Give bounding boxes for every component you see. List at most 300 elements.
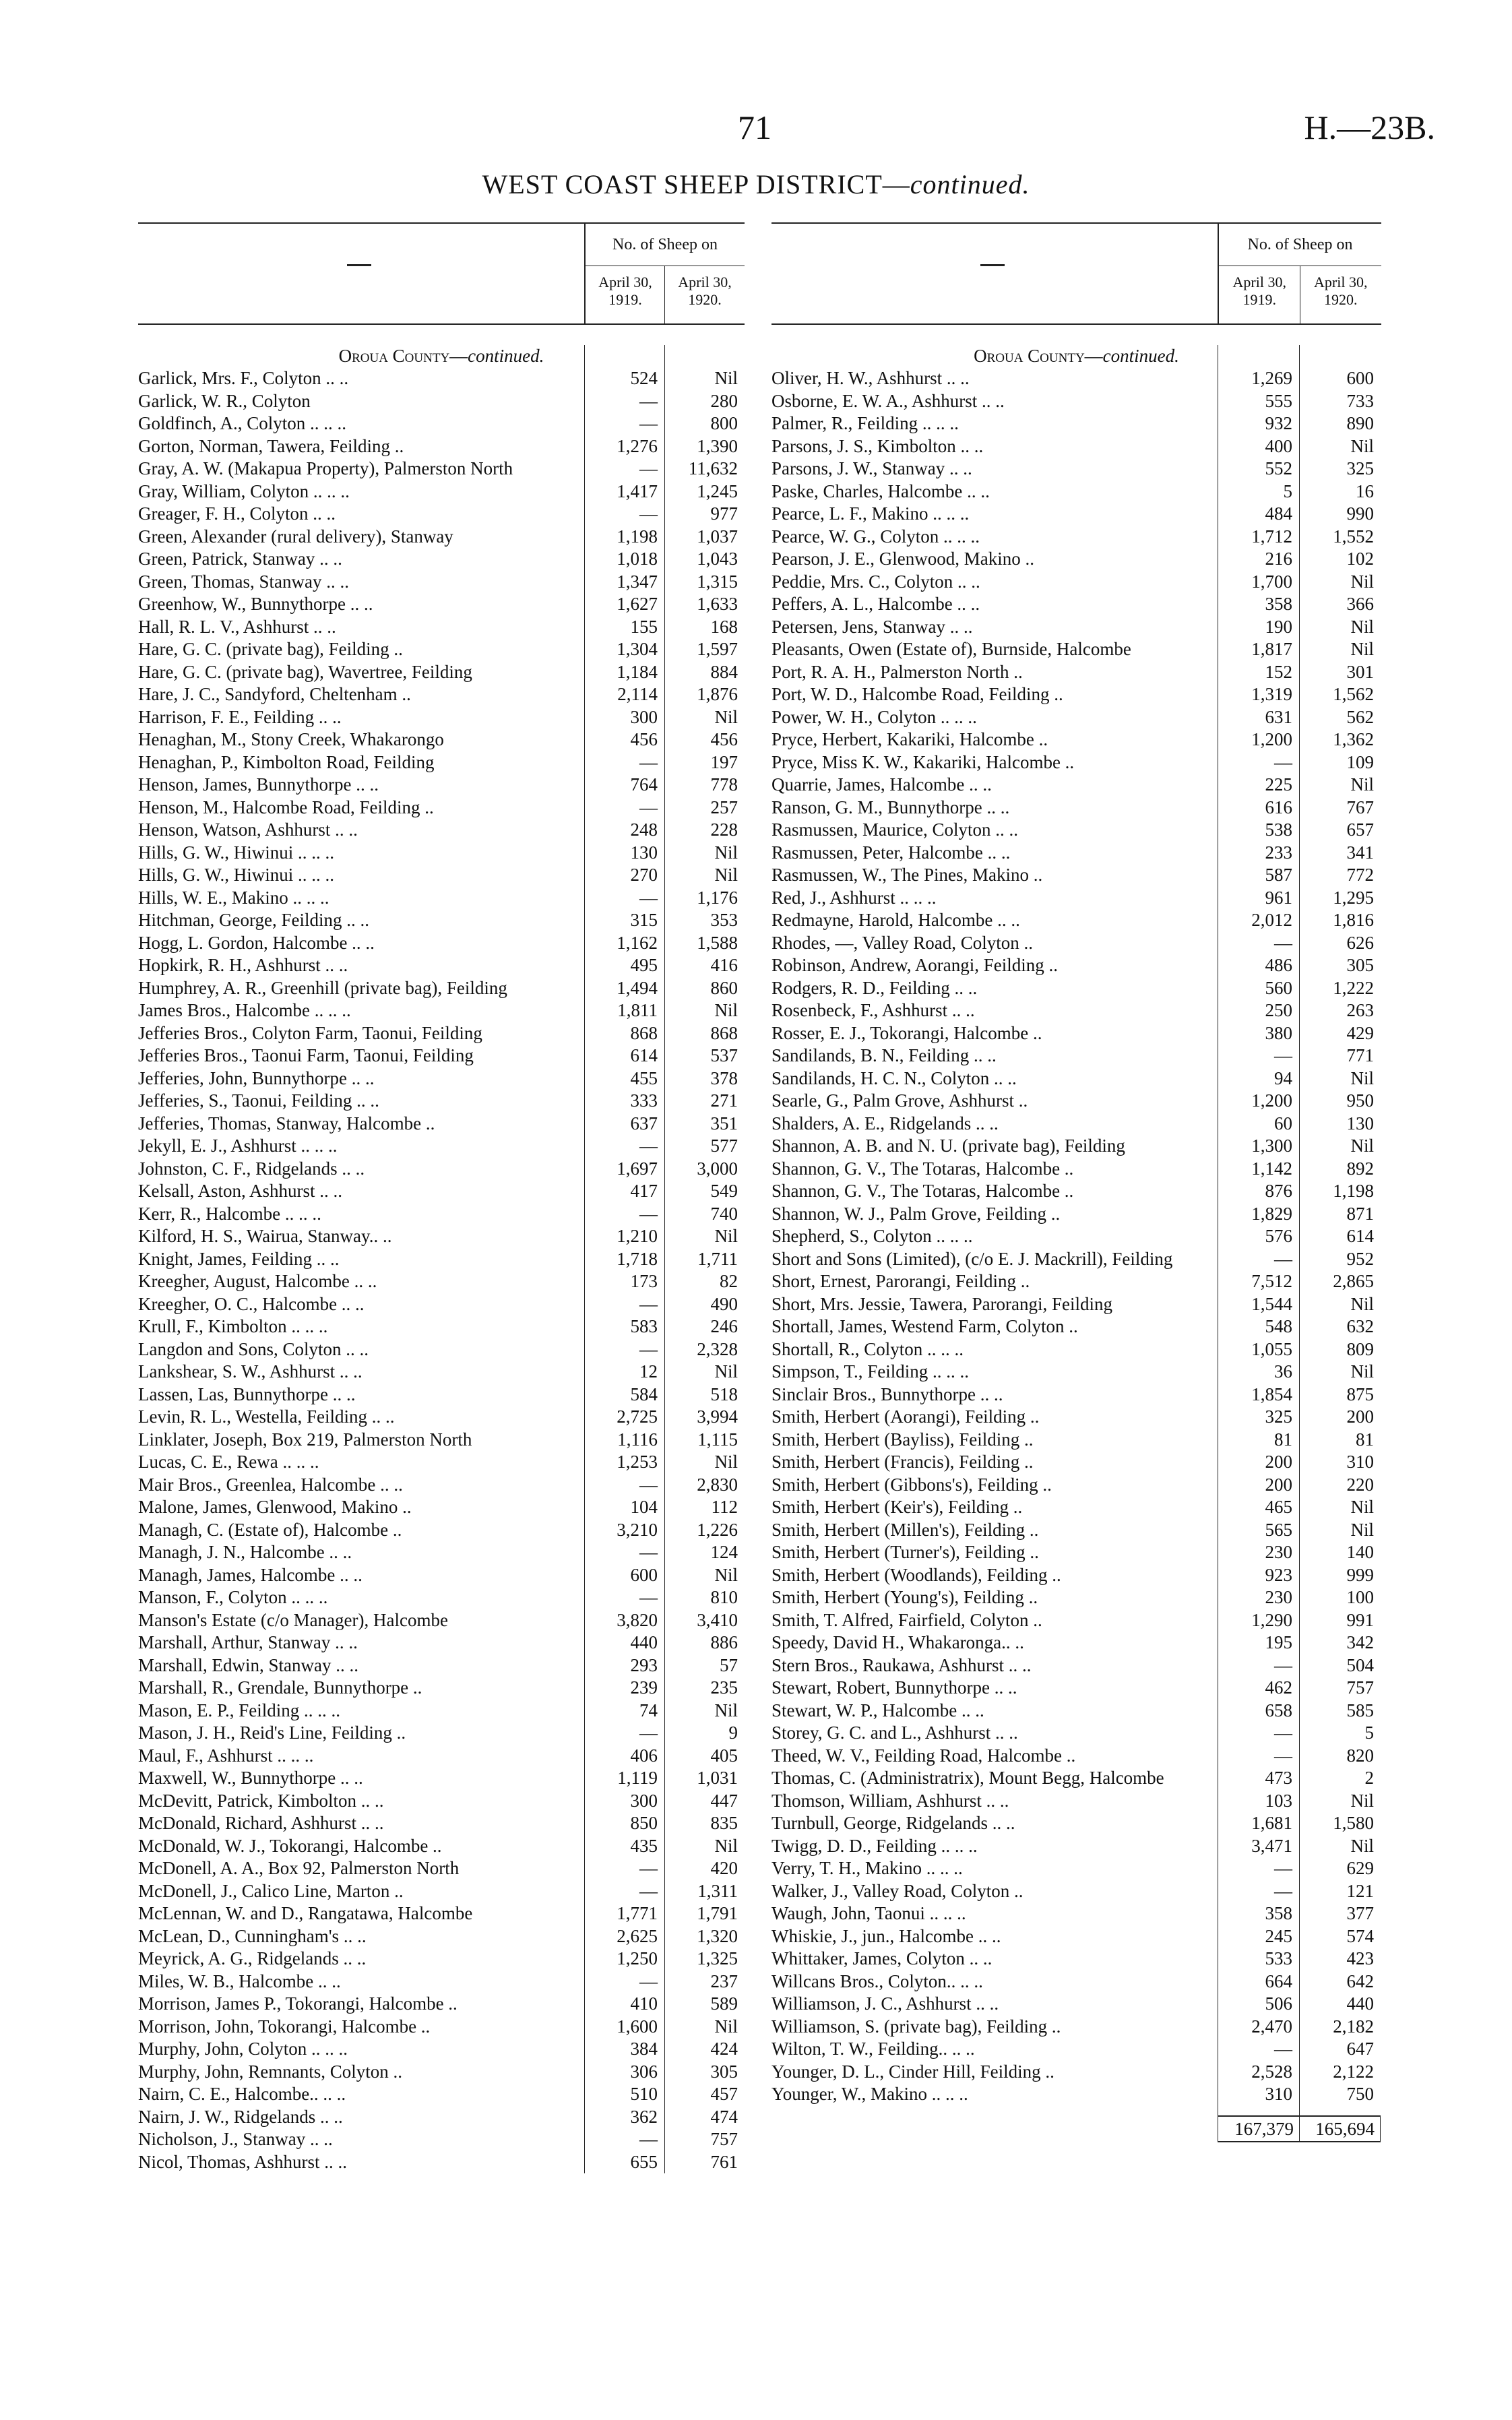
- sheep-1920: 228: [710, 819, 738, 840]
- owner-name: Smith, Herbert (Francis), Feilding ..: [771, 1452, 1034, 1472]
- table-row: [138, 1790, 745, 1813]
- table-row: [771, 751, 1381, 774]
- sheep-1920: Nil: [714, 1700, 738, 1720]
- sheep-1920: 140: [1346, 1542, 1374, 1562]
- owner-name: Murphy, John, Colyton .. .. ..: [138, 2039, 348, 2059]
- sheep-1920: 57: [720, 1654, 738, 1675]
- sheep-1920: 800: [710, 413, 738, 433]
- year-1920-header: April 30, 1920.: [1300, 266, 1382, 323]
- owner-name: Waugh, John, Taonui .. .. ..: [771, 1903, 966, 1923]
- sheep-1920: 341: [1346, 842, 1374, 863]
- sheep-1919: 230: [1265, 1587, 1292, 1607]
- owner-name: McLean, D., Cunningham's .. ..: [138, 1925, 367, 1946]
- table-row: [771, 1925, 1381, 1948]
- sheep-1920: 1,198: [1333, 1181, 1374, 1201]
- sheep-1920: Nil: [714, 1564, 738, 1585]
- sheep-1919: 3,820: [617, 1609, 658, 1630]
- sheep-1920: 1,037: [697, 526, 738, 547]
- table-row: [771, 2061, 1381, 2084]
- page-number: 71: [738, 108, 771, 146]
- sheep-1920: 112: [711, 1497, 738, 1517]
- owner-name: Sandilands, H. C. N., Colyton .. ..: [771, 1067, 1017, 1088]
- sheep-1920: 1,562: [1333, 684, 1374, 704]
- sheep-1919: 2,470: [1251, 2016, 1292, 2037]
- table-row: [138, 706, 745, 729]
- sheep-1919: 658: [1265, 1700, 1292, 1720]
- table-row: [771, 1361, 1381, 1384]
- sheep-1920: 977: [710, 503, 738, 524]
- table-row: [138, 2038, 745, 2061]
- owner-name: Jekyll, E. J., Ashhurst .. .. ..: [138, 1136, 338, 1156]
- sheep-1919: —: [639, 1203, 658, 1224]
- owner-name: Hills, G. W., Hiwinui .. .. ..: [138, 865, 335, 885]
- sheep-1919: 248: [630, 819, 658, 840]
- owner-name: Hare, G. C. (private bag), Wavertree, Feilding: [138, 661, 472, 682]
- year-1919-header: April 30, 1919.: [598, 274, 652, 308]
- owner-name: Port, R. A. H., Palmerston North ..: [771, 661, 1023, 682]
- table-row: [138, 1835, 745, 1858]
- sheep-1920: 474: [710, 2106, 738, 2127]
- sheep-1919: 81: [1274, 1429, 1292, 1450]
- sheep-1920: 626: [1346, 932, 1374, 953]
- sheep-1920: 100: [1346, 1587, 1374, 1607]
- owner-name: Krull, F., Kimbolton .. .. ..: [138, 1316, 328, 1336]
- table-row: [771, 1902, 1381, 1925]
- sheep-1919: 565: [1265, 1519, 1292, 1540]
- sheep-1919: 406: [630, 1745, 658, 1766]
- sheep-1919: 3,210: [617, 1519, 658, 1540]
- sheep-1920: 429: [1346, 1022, 1374, 1043]
- owner-name: Oliver, H. W., Ashhurst .. ..: [771, 368, 970, 388]
- sheep-1919: 1,712: [1251, 526, 1292, 547]
- table-row: [138, 2128, 745, 2151]
- sheep-1920: Nil: [1350, 639, 1374, 659]
- table-row: [138, 1090, 745, 1113]
- table-row: [771, 2016, 1381, 2039]
- sheep-1919: 495: [630, 955, 658, 975]
- table-row: [138, 819, 745, 842]
- sheep-1920: 886: [710, 1632, 738, 1652]
- owner-name: Manson's Estate (c/o Manager), Halcombe: [138, 1609, 448, 1630]
- table-row: [771, 526, 1381, 549]
- sheep-1919: 94: [1274, 1067, 1292, 1088]
- sheep-1919: —: [639, 797, 658, 817]
- owner-name: Smith, Herbert (Gibbons's), Feilding ..: [771, 1474, 1052, 1495]
- owner-name: Gray, William, Colyton .. .. ..: [138, 480, 350, 501]
- owner-name: Hitchman, George, Feilding .. ..: [138, 910, 369, 930]
- owner-name: Verry, T. H., Makino .. .. ..: [771, 1858, 963, 1878]
- table-row: [771, 367, 1381, 390]
- table-row: [771, 435, 1381, 458]
- total-1919: 167,379: [1218, 2115, 1299, 2142]
- sheep-1919: 1,681: [1251, 1813, 1292, 1833]
- left-table-header: [138, 222, 745, 325]
- total-1920: 165,694: [1299, 2115, 1381, 2142]
- sheep-1920: 1,311: [697, 1880, 738, 1901]
- sheep-1920: 263: [1346, 1000, 1374, 1020]
- table-row: [138, 503, 745, 526]
- sheep-1920: 168: [710, 616, 738, 637]
- table-row: [138, 526, 745, 549]
- owner-name: Marshall, R., Grendale, Bunnythorpe ..: [138, 1677, 422, 1698]
- table-row: [138, 864, 745, 887]
- sheep-1919: 868: [630, 1022, 658, 1043]
- owner-name: Rasmussen, W., The Pines, Makino ..: [771, 865, 1043, 885]
- sheep-1919: 1,162: [617, 932, 658, 953]
- sheep-1920: 456: [710, 729, 738, 749]
- owner-name: Pearson, J. E., Glenwood, Makino ..: [771, 549, 1034, 569]
- sheep-1920: Nil: [1350, 616, 1374, 637]
- table-row: [138, 367, 745, 390]
- table-row: [771, 2083, 1381, 2106]
- sheep-1920: 457: [710, 2084, 738, 2104]
- table-row: [138, 1586, 745, 1609]
- sheep-1920: 871: [1346, 1203, 1374, 1224]
- table-row: [138, 2151, 745, 2174]
- sheep-1920: 537: [710, 1045, 738, 1065]
- owner-name: Rasmussen, Peter, Halcombe .. ..: [771, 842, 1011, 863]
- table-row: [138, 1993, 745, 2016]
- owner-name: Murphy, John, Remnants, Colyton ..: [138, 2061, 403, 2082]
- owner-name: Greager, F. H., Colyton .. ..: [138, 503, 336, 524]
- owner-name: Henaghan, P., Kimbolton Road, Feilding: [138, 751, 435, 772]
- sheep-1920: 767: [1346, 797, 1374, 817]
- owner-name: Garlick, W. R., Colyton: [138, 390, 311, 411]
- sheep-1919: —: [639, 1338, 658, 1359]
- sheep-1920: 999: [1346, 1564, 1374, 1585]
- sheep-1920: 1,245: [697, 480, 738, 501]
- sheep-1920: Nil: [1350, 1835, 1374, 1856]
- sheep-1919: 456: [630, 729, 658, 749]
- owner-name: Managh, James, Halcombe .. ..: [138, 1564, 363, 1585]
- sheep-1919: 1,290: [1251, 1609, 1292, 1630]
- owner-name: McDonell, J., Calico Line, Marton ..: [138, 1880, 404, 1901]
- sheep-1919: —: [639, 503, 658, 524]
- table-row: [771, 864, 1381, 887]
- owner-name: Paske, Charles, Halcombe .. ..: [771, 480, 990, 501]
- sheep-1919: —: [1274, 1723, 1292, 1743]
- table-row: [771, 1767, 1381, 1790]
- owner-name: Rosenbeck, F., Ashhurst .. ..: [771, 1000, 975, 1020]
- owner-name: Shortall, R., Colyton .. .. ..: [771, 1338, 964, 1359]
- table-row: [771, 1315, 1381, 1338]
- sheep-1920: 3,000: [697, 1158, 738, 1179]
- sheep-1919: 104: [630, 1497, 658, 1517]
- sheep-1920: 657: [1346, 819, 1374, 840]
- page-title: [0, 168, 1512, 200]
- table-row: [138, 548, 745, 571]
- sheep-1919: —: [639, 1880, 658, 1901]
- owner-name: Pearce, L. F., Makino .. .. ..: [771, 503, 970, 524]
- sheep-1919: 616: [1265, 797, 1292, 817]
- table-row: [138, 1541, 745, 1564]
- right-rows: [771, 367, 1381, 2106]
- sheep-1919: 384: [630, 2039, 658, 2059]
- owner-name: Malone, James, Glenwood, Makino ..: [138, 1497, 412, 1517]
- sheep-1920: 109: [1346, 751, 1374, 772]
- table-row: [771, 977, 1381, 1000]
- sheep-1920: 1,791: [697, 1903, 738, 1923]
- table-row: [138, 1880, 745, 1903]
- table-row: [138, 977, 745, 1000]
- sheep-1919: 462: [1265, 1677, 1292, 1698]
- sheep-1919: 195: [1265, 1632, 1292, 1652]
- sheep-1920: 632: [1346, 1316, 1374, 1336]
- table-row: [138, 1564, 745, 1587]
- table-row: [771, 1203, 1381, 1226]
- owner-name: Shannon, A. B. and N. U. (private bag), Feilding: [771, 1136, 1125, 1156]
- sheep-1919: 233: [1265, 842, 1292, 863]
- sheep-1920: 423: [1346, 1948, 1374, 1968]
- table-row: [138, 661, 745, 684]
- sheep-1920: 310: [1346, 1452, 1374, 1472]
- table-row: [771, 1451, 1381, 1474]
- table-row: [771, 1722, 1381, 1745]
- sheep-1920: 585: [1346, 1700, 1374, 1720]
- sheep-1919: 362: [630, 2106, 658, 2127]
- sheep-1919: 1,829: [1251, 1203, 1292, 1224]
- owner-name: Thomas, C. (Administratrix), Mount Begg, Halcombe: [771, 1768, 1164, 1788]
- table-row: [771, 1609, 1381, 1632]
- owner-name: Storey, G. C. and L., Ashhurst .. ..: [771, 1723, 1018, 1743]
- owner-name: Henson, M., Halcombe Road, Feilding ..: [138, 797, 434, 817]
- sheep-1920: 772: [1346, 865, 1374, 885]
- sheep-1919: 664: [1265, 1971, 1292, 1991]
- sheep-1920: 197: [710, 751, 738, 772]
- sheep-1920: 733: [1346, 390, 1374, 411]
- sheep-1919: —: [639, 887, 658, 908]
- sheep-1919: —: [639, 390, 658, 411]
- sheep-1919: 2,528: [1251, 2061, 1292, 2082]
- owner-name: Shepherd, S., Colyton .. .. ..: [771, 1226, 973, 1246]
- table-row: [771, 1632, 1381, 1654]
- table-row: [138, 774, 745, 797]
- sheep-1920: Nil: [714, 1835, 738, 1856]
- owner-name: Kreegher, O. C., Halcombe .. ..: [138, 1293, 365, 1314]
- county-continued: continued.: [468, 346, 544, 366]
- sheep-1919: 410: [630, 1993, 658, 2014]
- table-row: [138, 1700, 745, 1723]
- sheep-1919: 1,817: [1251, 639, 1292, 659]
- sheep-1920: 1,320: [697, 1925, 738, 1946]
- right-table-body: [771, 345, 1381, 2142]
- sheep-1920: 1,226: [697, 1519, 738, 1540]
- sheep-1919: 173: [630, 1271, 658, 1291]
- owner-name: Lassen, Las, Bunnythorpe .. ..: [138, 1384, 356, 1404]
- county-name: Oroua County—: [974, 346, 1103, 366]
- sheep-1920: 5: [1364, 1723, 1374, 1743]
- table-row: [771, 1248, 1381, 1271]
- county-heading: [138, 345, 745, 367]
- owner-name: Peddie, Mrs. C., Colyton .. ..: [771, 571, 980, 592]
- owner-name: Nairn, C. E., Halcombe.. .. ..: [138, 2084, 346, 2104]
- sheep-1919: 270: [630, 865, 658, 885]
- owner-name: Shortall, James, Westend Farm, Colyton ..: [771, 1316, 1078, 1336]
- sheep-1920: 518: [710, 1384, 738, 1404]
- table-row: [771, 1225, 1381, 1248]
- table-row: [138, 1812, 745, 1835]
- owner-name: Lankshear, S. W., Ashhurst .. ..: [138, 1361, 363, 1382]
- sheep-1920: 9: [728, 1723, 738, 1743]
- table-row: [771, 548, 1381, 571]
- owner-name: Pleasants, Owen (Estate of), Burnside, Halcombe: [771, 639, 1131, 659]
- sheep-1920: Nil: [1350, 1293, 1374, 1314]
- sheep-1920: 420: [710, 1858, 738, 1878]
- title-main: WEST COAST SHEEP DISTRICT—: [482, 169, 910, 199]
- sheep-1919: 510: [630, 2084, 658, 2104]
- owner-name: Pryce, Miss K. W., Kakariki, Halcombe ..: [771, 751, 1075, 772]
- sheep-1920: 1,711: [697, 1248, 738, 1269]
- table-row: [138, 1496, 745, 1519]
- sheep-1920: 890: [1346, 413, 1374, 433]
- sheep-1920: 809: [1346, 1338, 1374, 1359]
- sheep-1919: 200: [1265, 1474, 1292, 1495]
- year-1920-header: April 30, 1920.: [664, 266, 745, 323]
- owner-name: Mair Bros., Greenlea, Halcombe .. ..: [138, 1474, 403, 1495]
- owner-name: Wilton, T. W., Feilding.. .. ..: [771, 2039, 975, 2059]
- sheep-1919: 1,142: [1251, 1158, 1292, 1179]
- sheep-1920: 235: [710, 1677, 738, 1698]
- table-row: [771, 774, 1381, 797]
- table-row: [771, 887, 1381, 910]
- sheep-1920: Nil: [714, 1000, 738, 1020]
- sheep-1920: 1,580: [1333, 1813, 1374, 1833]
- sheep-1919: 552: [1265, 458, 1292, 478]
- owner-name: Nicol, Thomas, Ashhurst .. ..: [138, 2151, 347, 2172]
- owner-name: Redmayne, Harold, Halcombe .. ..: [771, 910, 1020, 930]
- sheep-1919: 1,494: [617, 977, 658, 998]
- sheep-1919: 250: [1265, 1000, 1292, 1020]
- owner-name: Jefferies, John, Bunnythorpe .. ..: [138, 1067, 375, 1088]
- sheep-1920: 16: [1356, 480, 1374, 501]
- sheep-1920: Nil: [714, 1361, 738, 1382]
- table-row: [138, 1722, 745, 1745]
- sheep-1919: 60: [1274, 1113, 1292, 1134]
- table-row: [138, 1293, 745, 1316]
- table-row: [771, 999, 1381, 1022]
- sheep-1920: Nil: [714, 368, 738, 388]
- sheep-1920: Nil: [1350, 1497, 1374, 1517]
- sheep-1920: 2,830: [697, 1474, 738, 1495]
- sheep-1919: 1,269: [1251, 368, 1292, 388]
- owner-name: Hare, J. C., Sandyford, Cheltenham ..: [138, 684, 411, 704]
- sheep-1920: 1,362: [1333, 729, 1374, 749]
- sheep-1920: Nil: [714, 1226, 738, 1246]
- sheep-1920: 2,182: [1333, 2016, 1374, 2037]
- sheep-1919: 5: [1283, 480, 1292, 501]
- sheep-1920: 820: [1346, 1745, 1374, 1766]
- sheep-1920: 2,122: [1333, 2061, 1374, 2082]
- table-row: [771, 1180, 1381, 1203]
- sheep-1919: 1,250: [617, 1948, 658, 1968]
- sheep-1920: 342: [1346, 1632, 1374, 1652]
- sheep-1920: 271: [710, 1090, 738, 1111]
- table-row: [138, 458, 745, 480]
- sheep-1919: 1,697: [617, 1158, 658, 1179]
- owner-name: Osborne, E. W. A., Ashhurst .. ..: [771, 390, 1005, 411]
- sheep-1920: 835: [710, 1813, 738, 1833]
- sheep-1919: —: [639, 751, 658, 772]
- table-row: [138, 1519, 745, 1542]
- owner-name: Power, W. H., Colyton .. .. ..: [771, 706, 977, 727]
- owner-name: Theed, W. V., Feilding Road, Halcombe ..: [771, 1745, 1076, 1766]
- sheep-1920: 325: [1346, 458, 1374, 478]
- sheep-1920: Nil: [714, 2016, 738, 2037]
- sheep-1920: 761: [710, 2151, 738, 2172]
- sheep-1919: 130: [630, 842, 658, 863]
- sheep-1920: 301: [1346, 661, 1374, 682]
- sheep-1920: 121: [1346, 1880, 1374, 1901]
- sheep-1919: 155: [630, 616, 658, 637]
- sheep-1919: —: [639, 1136, 658, 1156]
- table-row: [138, 1270, 745, 1293]
- table-row: [771, 1677, 1381, 1700]
- owner-name: Smith, T. Alfred, Fairfield, Colyton ..: [771, 1609, 1042, 1630]
- table-row: [771, 932, 1381, 955]
- table-row: [771, 1790, 1381, 1813]
- owner-name: Petersen, Jens, Stanway .. ..: [771, 616, 973, 637]
- sheep-1920: 405: [710, 1745, 738, 1766]
- table-row: [138, 1203, 745, 1226]
- owner-name: Kelsall, Aston, Ashhurst .. ..: [138, 1181, 343, 1201]
- sheep-1919: 600: [630, 1564, 658, 1585]
- owner-name: McDevitt, Patrick, Kimbolton .. ..: [138, 1790, 384, 1811]
- sheep-1919: 486: [1265, 955, 1292, 975]
- owner-name: Speedy, David H., Whakaronga.. ..: [771, 1632, 1024, 1652]
- name-column-header: [138, 224, 584, 323]
- owner-name: Hall, R. L. V., Ashhurst .. ..: [138, 616, 336, 637]
- owner-name: Gorton, Norman, Tawera, Feilding ..: [138, 435, 404, 456]
- sheep-1919: 1,184: [617, 661, 658, 682]
- sheep-1919: 245: [1265, 1925, 1292, 1946]
- sheep-1919: 3,471: [1251, 1835, 1292, 1856]
- table-row: [771, 390, 1381, 413]
- table-row: [771, 1880, 1381, 1903]
- table-row: [771, 616, 1381, 639]
- sheep-1920: 884: [710, 661, 738, 682]
- sheep-1919: 152: [1265, 661, 1292, 682]
- owner-name: Pearce, W. G., Colyton .. .. ..: [771, 526, 980, 547]
- table-row: [771, 1158, 1381, 1181]
- table-row: [771, 797, 1381, 819]
- owner-name: McDonald, Richard, Ashhurst .. ..: [138, 1813, 384, 1833]
- table-row: [138, 932, 745, 955]
- sheep-1920: 82: [720, 1271, 738, 1291]
- owner-name: Kerr, R., Halcombe .. .. ..: [138, 1203, 321, 1224]
- sheep-1919: 1,319: [1251, 684, 1292, 704]
- sheep-1919: 230: [1265, 1542, 1292, 1562]
- sheep-1920: 1,115: [697, 1429, 738, 1450]
- sheep-1919: 465: [1265, 1497, 1292, 1517]
- sheep-1919: 1,200: [1251, 729, 1292, 749]
- sheep-1920: 353: [710, 910, 738, 930]
- owner-name: Green, Patrick, Stanway .. ..: [138, 549, 342, 569]
- table-row: [771, 954, 1381, 977]
- sheep-1920: 1,876: [697, 684, 738, 704]
- table-row: [771, 1564, 1381, 1587]
- sheep-1919: 1,210: [617, 1226, 658, 1246]
- table-row: [138, 1609, 745, 1632]
- sheep-1919: 1,600: [617, 2016, 658, 2037]
- owner-name: Green, Thomas, Stanway .. ..: [138, 571, 349, 592]
- sheep-1920: 642: [1346, 1971, 1374, 1991]
- table-row: [138, 1338, 745, 1361]
- sheep-1920: 3,410: [697, 1609, 738, 1630]
- sheep-1920: 246: [710, 1316, 738, 1336]
- owner-name: Whittaker, James, Colyton .. ..: [771, 1948, 993, 1968]
- owner-name: Willcans Bros., Colyton.. .. ..: [771, 1971, 983, 1991]
- sheep-1919: 1,119: [617, 1768, 658, 1788]
